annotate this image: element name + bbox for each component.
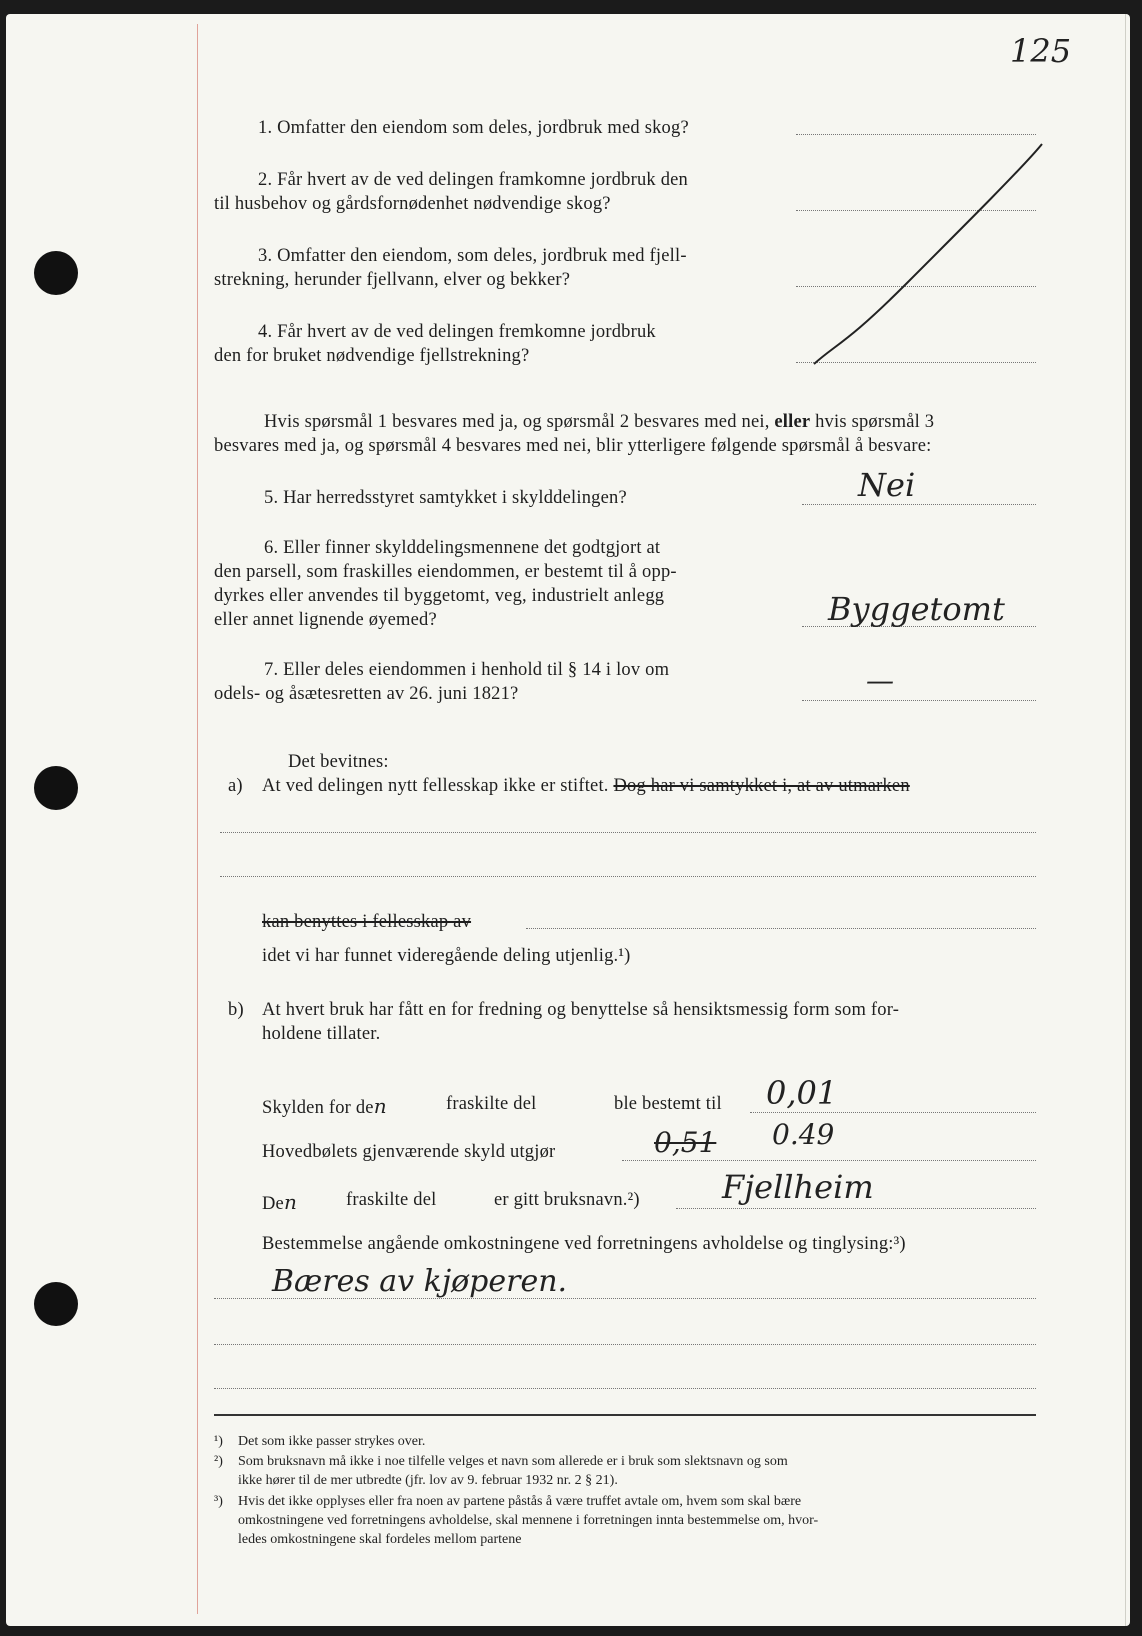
- skyld-value: 0,01: [766, 1074, 838, 1112]
- condition-part-2: hvis spørsmål 3: [815, 412, 935, 432]
- hoved-label: Hovedbølets gjenværende skyld utgjør: [262, 1142, 556, 1162]
- navn-mid: fraskilte del: [346, 1190, 437, 1210]
- hoved-line: [622, 1160, 1036, 1161]
- answer-line-7: [802, 700, 1036, 701]
- navn-label-text: De: [262, 1194, 284, 1214]
- footnote-1-mark: ¹): [214, 1434, 223, 1449]
- skyld-line: [750, 1112, 1036, 1113]
- navn-label: [262, 1190, 297, 1215]
- skyld-suffix: n: [373, 1094, 387, 1118]
- attest-b-label: b): [228, 1000, 244, 1020]
- attest-b-line-1: At hvert bruk har fått en for fredning og benyttelse så hensiktsmessig form som for-: [262, 1000, 900, 1020]
- attest-a-label: a): [228, 776, 243, 796]
- page-edge: [1125, 14, 1126, 1626]
- question-1-line-1: 1. Omfatter den eiendom som deles, jordbruk med skog?: [258, 118, 689, 138]
- question-6-line-1: 6. Eller finner skylddelingsmennene det godtgjort at: [264, 538, 661, 558]
- footnote-2-line-2: ikke hører til de mer utbredte (jfr. lov av 9. februar 1932 nr. 2 § 21).: [238, 1473, 618, 1488]
- hoved-value: 0.49: [772, 1118, 835, 1151]
- navn-line: [676, 1208, 1036, 1209]
- question-6-line-4: eller annet lignende øyemed?: [214, 610, 437, 630]
- answer-7: —: [866, 664, 894, 697]
- navn-gitt: er gitt bruksnavn.²): [494, 1190, 640, 1210]
- attest-a-cont: idet vi har funnet videregående deling utjenlig.¹): [262, 946, 631, 966]
- answer-line-4: [796, 362, 1036, 363]
- condition-line-2: besvares med ja, og spørsmål 4 besvares med nei, blir ytterligere følgende spørsmål å besvare:: [214, 436, 932, 456]
- attest-line-2: [220, 876, 1036, 877]
- question-7-line-2: odels- og åsætesretten av 26. juni 1821?: [214, 684, 519, 704]
- skyld-mid: fraskilte del: [446, 1094, 537, 1114]
- question-3-line-2: strekning, herunder fjellvann, elver og bekker?: [214, 270, 571, 290]
- skyld-bestemt: ble bestemt til: [614, 1094, 722, 1114]
- attest-a-text: [262, 776, 910, 797]
- margin-line: [197, 24, 198, 1614]
- question-2-line-1: 2. Får hvert av de ved delingen framkomne jordbruk den: [258, 170, 689, 190]
- condition-eller: eller: [774, 412, 811, 432]
- question-3-line-1: 3. Omfatter den eiendom, som deles, jordbruk med fjell-: [258, 246, 687, 266]
- navn-suffix: n: [283, 1190, 298, 1214]
- page-number: 125: [1010, 32, 1072, 70]
- answer-line-3: [796, 286, 1036, 287]
- attest-heading: Det bevitnes:: [288, 752, 389, 772]
- footnote-3-mark: ³): [214, 1494, 223, 1509]
- document-page: [6, 14, 1130, 1626]
- best-value: Bæres av kjøperen.: [272, 1264, 568, 1299]
- attest-a-struck: Dog har vi samtykket i, at av utmarken: [613, 776, 910, 796]
- best-label: Bestemmelse angående omkostningene ved forretningens avholdelse og tinglysing:³): [262, 1234, 906, 1254]
- condition-part-1: Hvis spørsmål 1 besvares med ja, og spørsmål 2 besvares med nei,: [264, 412, 770, 432]
- attest-a-struck-2: kan benyttes i fellesskap av: [262, 912, 472, 932]
- hoved-struck: 0,51: [654, 1126, 717, 1159]
- footnote-3-line-1: Hvis det ikke opplyses eller fra noen av partene påstås å være truffet avtale om, hvem som skal bære: [238, 1494, 802, 1509]
- attest-b-line-2: holdene tillater.: [262, 1024, 381, 1044]
- punch-hole-2: [34, 766, 78, 810]
- attest-line-3: [526, 928, 1036, 929]
- answer-line-1: [796, 134, 1036, 135]
- best-line-3: [214, 1388, 1036, 1389]
- question-4-line-2: den for bruket nødvendige fjellstrekning?: [214, 346, 530, 366]
- punch-hole-1: [34, 251, 78, 295]
- answer-5: Nei: [858, 466, 916, 504]
- skyld-label: [262, 1094, 387, 1119]
- question-6-line-3: dyrkes eller anvendes til byggetomt, veg, industrielt anlegg: [214, 586, 665, 606]
- answer-line-5: [802, 504, 1036, 505]
- best-line-2: [214, 1344, 1036, 1345]
- attest-a-main: At ved delingen nytt fellesskap ikke er stiftet.: [262, 776, 609, 796]
- footnote-3-line-3: ledes omkostningene skal fordeles mellom partene: [238, 1532, 522, 1547]
- punch-hole-3: [34, 1282, 78, 1326]
- navn-value: Fjellheim: [722, 1168, 874, 1206]
- question-2-line-2: til husbehov og gårdsfornødenhet nødvendige skog?: [214, 194, 611, 214]
- condition-line-1: [264, 412, 934, 433]
- best-line-1: [214, 1298, 1036, 1299]
- answer-line-2: [796, 210, 1036, 211]
- footnote-2-mark: ²): [214, 1454, 223, 1469]
- skyld-label-text: Skylden for de: [262, 1098, 374, 1118]
- footnote-2-line-1: Som bruksnavn må ikke i noe tilfelle velges et navn som allerede er i bruk som slektsnavn og som: [238, 1454, 788, 1469]
- question-4-line-1: 4. Får hvert av de ved delingen fremkomne jordbruk: [258, 322, 656, 342]
- answer-6: Byggetomt: [828, 590, 1005, 628]
- footnote-rule: [214, 1414, 1036, 1416]
- question-6-line-2: den parsell, som fraskilles eiendommen, er bestemt til å opp-: [214, 562, 677, 582]
- question-5: 5. Har herredsstyret samtykket i skylddelingen?: [264, 488, 627, 508]
- footnote-3-line-2: omkostningene ved forretningens avholdelse, skal mennene i forretningen innta bestemmelse om, hvor-: [238, 1513, 819, 1528]
- question-7-line-1: 7. Eller deles eiendommen i henhold til § 14 i lov om: [264, 660, 670, 680]
- footnote-1-line-1: Det som ikke passer strykes over.: [238, 1434, 426, 1449]
- attest-line-1: [220, 832, 1036, 833]
